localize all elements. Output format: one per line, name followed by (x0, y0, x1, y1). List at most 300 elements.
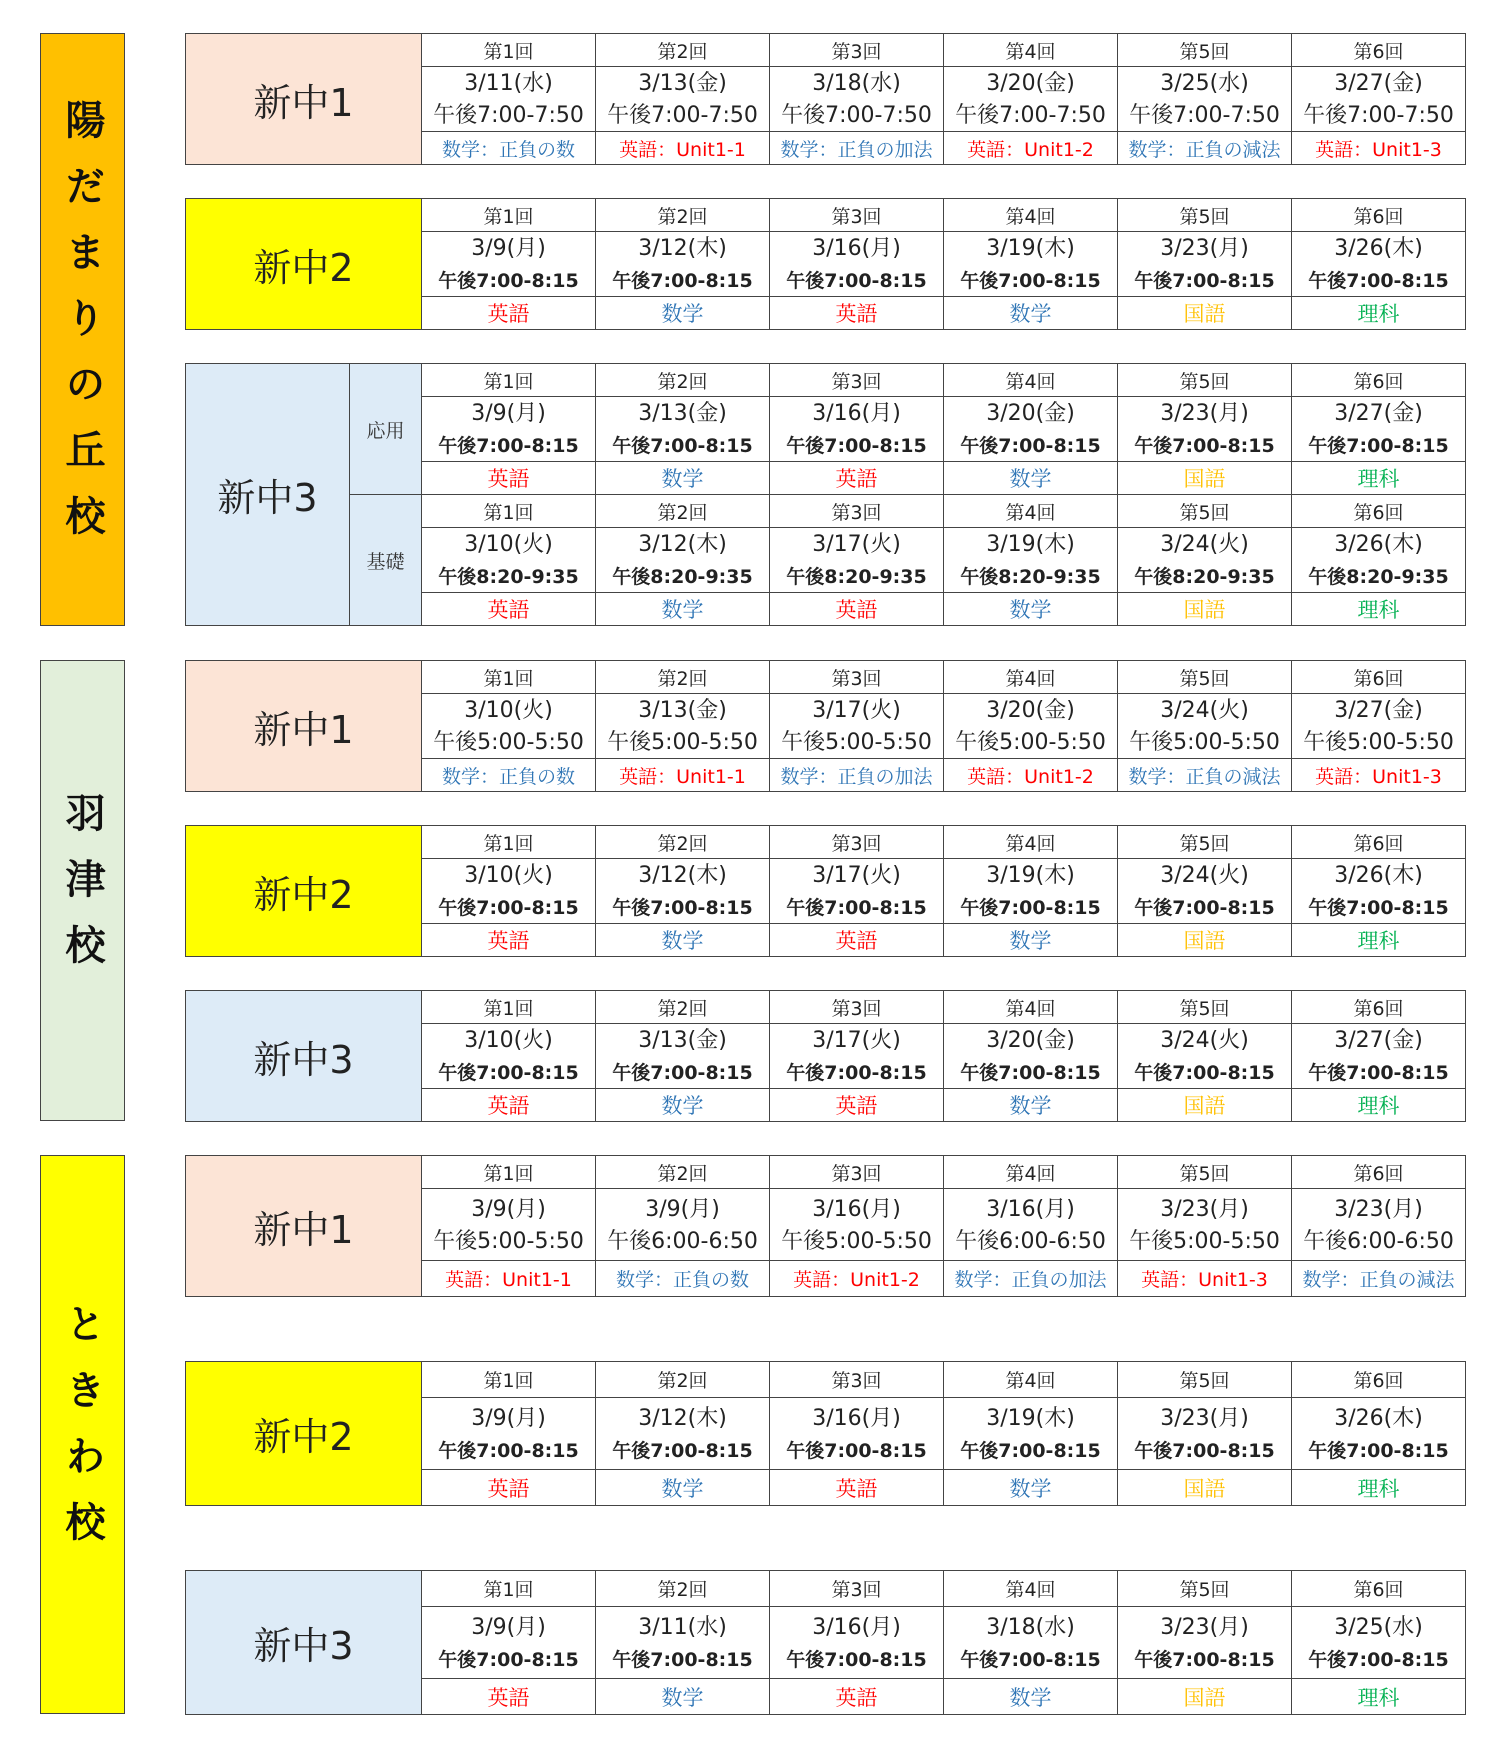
session-date: 3/10(火) (464, 1028, 553, 1053)
session-time: 午後8:20-9:35 (1134, 566, 1275, 588)
session-round: 第5回 (1118, 991, 1292, 1024)
session-round: 第4回 (944, 495, 1118, 528)
session-datetime (770, 859, 944, 924)
session-date: 3/25(水) (1334, 1614, 1423, 1640)
schedule-table (185, 1155, 1466, 1297)
session-subject: 数学：正負の数 (422, 759, 596, 792)
session-datetime (422, 1189, 596, 1261)
schedule-table (185, 1570, 1466, 1715)
session-time: 午後7:00-8:15 (1308, 270, 1449, 292)
session-datetime (1292, 1189, 1466, 1261)
track-label: 応用 (350, 364, 422, 495)
session-subject: 英語：Unit1-1 (422, 1261, 596, 1297)
session-datetime (1292, 528, 1466, 593)
session-date: 3/12(木) (638, 236, 727, 261)
session-date: 3/9(月) (471, 401, 546, 426)
grade-label: 新中2 (186, 1362, 422, 1506)
session-datetime (1292, 67, 1466, 132)
session-date: 3/9(月) (471, 1614, 546, 1640)
session-datetime (422, 528, 596, 593)
session-date: 3/19(木) (986, 236, 1075, 261)
session-datetime (944, 1189, 1118, 1261)
session-datetime (770, 1607, 944, 1679)
session-subject: 数学 (596, 1089, 770, 1122)
session-datetime (1292, 859, 1466, 924)
session-datetime (596, 1024, 770, 1089)
session-round: 第4回 (944, 34, 1118, 67)
session-datetime (770, 67, 944, 132)
session-datetime (1118, 528, 1292, 593)
session-subject: 理科 (1292, 1679, 1466, 1715)
session-round: 第4回 (944, 364, 1118, 397)
session-datetime (944, 67, 1118, 132)
session-datetime (944, 232, 1118, 297)
session-round: 第4回 (944, 1156, 1118, 1189)
grade-label: 新中1 (186, 1156, 422, 1297)
session-round: 第1回 (422, 1156, 596, 1189)
session-time: 午後6:00-6:50 (607, 1228, 758, 1254)
session-time: 午後7:00-8:15 (1308, 1648, 1449, 1671)
session-time: 午後7:00-8:15 (438, 1062, 579, 1084)
session-round: 第5回 (1118, 495, 1292, 528)
session-date: 3/23(月) (1160, 1196, 1249, 1222)
session-subject: 数学 (944, 1470, 1118, 1506)
session-datetime (422, 859, 596, 924)
session-round: 第3回 (770, 1362, 944, 1398)
session-date: 3/16(月) (812, 236, 901, 261)
session-datetime (944, 1024, 1118, 1089)
session-time: 午後7:00-8:15 (786, 435, 927, 457)
session-subject: 英語 (770, 593, 944, 626)
session-time: 午後7:00-8:15 (1308, 1439, 1449, 1462)
campus-name: ときわ校 (59, 1302, 105, 1567)
session-date: 3/23(月) (1334, 1196, 1423, 1222)
session-time: 午後7:00-8:15 (438, 897, 579, 919)
grade-label: 新中2 (186, 826, 422, 957)
schedule-table (185, 825, 1466, 957)
session-subject: 数学 (944, 593, 1118, 626)
session-datetime (1118, 232, 1292, 297)
session-datetime (1292, 1398, 1466, 1470)
session-round: 第1回 (422, 34, 596, 67)
session-subject: 国語 (1118, 924, 1292, 957)
session-time: 午後7:00-8:15 (786, 897, 927, 919)
session-date: 3/20(金) (986, 1028, 1075, 1053)
campus-name: 陽だまりの丘校 (59, 98, 105, 561)
session-time: 午後7:00-8:15 (960, 270, 1101, 292)
session-subject: 数学 (596, 462, 770, 495)
session-time: 午後7:00-7:50 (781, 103, 932, 128)
session-date: 3/16(月) (812, 1196, 901, 1222)
session-round: 第1回 (422, 1571, 596, 1607)
session-subject: 英語：Unit1-2 (770, 1261, 944, 1297)
session-subject: 数学 (596, 1679, 770, 1715)
session-round: 第5回 (1118, 34, 1292, 67)
session-datetime (770, 1024, 944, 1089)
schedule-table (185, 198, 1466, 330)
session-subject: 英語 (770, 1470, 944, 1506)
session-time: 午後6:00-6:50 (1303, 1228, 1454, 1254)
session-subject: 数学 (944, 1089, 1118, 1122)
session-date: 3/9(月) (471, 1405, 546, 1431)
session-subject: 理科 (1292, 1470, 1466, 1506)
session-round: 第6回 (1292, 826, 1466, 859)
session-round: 第1回 (422, 495, 596, 528)
session-datetime (944, 1607, 1118, 1679)
session-time: 午後7:00-7:50 (1129, 103, 1280, 128)
session-date: 3/27(金) (1334, 1028, 1423, 1053)
session-round: 第3回 (770, 495, 944, 528)
session-date: 3/23(月) (1160, 236, 1249, 261)
session-date: 3/20(金) (986, 401, 1075, 426)
session-round: 第2回 (596, 364, 770, 397)
session-subject: 英語 (770, 924, 944, 957)
session-datetime (770, 397, 944, 462)
session-date: 3/13(金) (638, 71, 727, 96)
grade-label: 新中3 (186, 364, 350, 626)
session-time: 午後7:00-8:15 (786, 1439, 927, 1462)
session-datetime (1292, 232, 1466, 297)
session-date: 3/23(月) (1160, 1614, 1249, 1640)
session-datetime (1118, 67, 1292, 132)
session-datetime (944, 1398, 1118, 1470)
session-date: 3/9(月) (471, 1196, 546, 1222)
session-subject: 英語：Unit1-1 (596, 759, 770, 792)
session-time: 午後7:00-8:15 (1134, 270, 1275, 292)
session-date: 3/20(金) (986, 71, 1075, 96)
campus-name: 羽津校 (59, 791, 105, 990)
session-round: 第6回 (1292, 661, 1466, 694)
session-subject: 国語 (1118, 593, 1292, 626)
session-time: 午後7:00-8:15 (1308, 1062, 1449, 1084)
session-date: 3/10(火) (464, 532, 553, 557)
session-subject: 英語：Unit1-2 (944, 132, 1118, 165)
session-time: 午後7:00-8:15 (786, 1062, 927, 1084)
session-subject: 理科 (1292, 1089, 1466, 1122)
session-time: 午後5:00-5:50 (433, 730, 584, 755)
session-subject: 国語 (1118, 1089, 1292, 1122)
session-date: 3/26(木) (1334, 236, 1423, 261)
session-round: 第2回 (596, 826, 770, 859)
session-date: 3/9(月) (645, 1196, 720, 1222)
session-date: 3/12(木) (638, 1405, 727, 1431)
session-round: 第2回 (596, 991, 770, 1024)
session-round: 第4回 (944, 1571, 1118, 1607)
session-datetime (770, 528, 944, 593)
session-round: 第5回 (1118, 1156, 1292, 1189)
session-time: 午後7:00-8:15 (960, 1648, 1101, 1671)
session-subject: 英語：Unit1-1 (596, 132, 770, 165)
session-subject: 数学 (596, 593, 770, 626)
grade-label: 新中3 (186, 1571, 422, 1715)
session-round: 第1回 (422, 199, 596, 232)
session-subject: 理科 (1292, 297, 1466, 330)
session-time: 午後7:00-8:15 (960, 435, 1101, 457)
session-subject: 理科 (1292, 462, 1466, 495)
session-date: 3/13(金) (638, 698, 727, 723)
session-time: 午後7:00-8:15 (1308, 435, 1449, 457)
session-date: 3/17(火) (812, 863, 901, 888)
grade-label: 新中3 (186, 991, 422, 1122)
session-date: 3/11(水) (464, 71, 553, 96)
session-subject: 国語 (1118, 462, 1292, 495)
session-datetime (1118, 1189, 1292, 1261)
session-datetime (944, 397, 1118, 462)
session-time: 午後7:00-7:50 (433, 103, 584, 128)
session-time: 午後8:20-9:35 (438, 566, 579, 588)
session-date: 3/20(金) (986, 698, 1075, 723)
session-subject: 英語 (770, 297, 944, 330)
session-time: 午後7:00-8:15 (786, 270, 927, 292)
session-datetime (596, 397, 770, 462)
session-round: 第2回 (596, 199, 770, 232)
session-subject: 国語 (1118, 1470, 1292, 1506)
session-subject: 英語：Unit1-3 (1292, 132, 1466, 165)
session-date: 3/27(金) (1334, 698, 1423, 723)
session-datetime (422, 694, 596, 759)
session-subject: 数学 (596, 1470, 770, 1506)
session-datetime (1118, 1607, 1292, 1679)
session-round: 第3回 (770, 661, 944, 694)
session-date: 3/13(金) (638, 1028, 727, 1053)
session-time: 午後5:00-5:50 (955, 730, 1106, 755)
session-datetime (422, 1607, 596, 1679)
session-subject: 英語 (422, 593, 596, 626)
session-date: 3/26(木) (1334, 863, 1423, 888)
session-time: 午後7:00-8:15 (1134, 435, 1275, 457)
session-date: 3/16(月) (812, 1405, 901, 1431)
schedule-table (185, 660, 1466, 792)
session-date: 3/25(水) (1160, 71, 1249, 96)
session-date: 3/27(金) (1334, 401, 1423, 426)
session-datetime (1292, 1607, 1466, 1679)
session-date: 3/10(火) (464, 863, 553, 888)
session-round: 第6回 (1292, 495, 1466, 528)
session-round: 第3回 (770, 199, 944, 232)
session-round: 第1回 (422, 991, 596, 1024)
session-time: 午後7:00-8:15 (1134, 897, 1275, 919)
session-date: 3/13(金) (638, 401, 727, 426)
session-datetime (596, 1189, 770, 1261)
session-date: 3/18(水) (986, 1614, 1075, 1640)
session-subject: 理科 (1292, 593, 1466, 626)
session-date: 3/24(火) (1160, 1028, 1249, 1053)
session-time: 午後8:20-9:35 (960, 566, 1101, 588)
session-round: 第5回 (1118, 826, 1292, 859)
session-date: 3/26(木) (1334, 532, 1423, 557)
session-subject: 英語 (770, 1089, 944, 1122)
session-time: 午後7:00-8:15 (1134, 1648, 1275, 1671)
session-datetime (944, 859, 1118, 924)
session-time: 午後7:00-8:15 (960, 1062, 1101, 1084)
session-round: 第6回 (1292, 199, 1466, 232)
session-datetime (422, 67, 596, 132)
session-round: 第4回 (944, 661, 1118, 694)
session-datetime (1292, 694, 1466, 759)
session-round: 第2回 (596, 495, 770, 528)
session-datetime (596, 1607, 770, 1679)
session-round: 第3回 (770, 991, 944, 1024)
session-date: 3/16(月) (812, 401, 901, 426)
session-time: 午後7:00-8:15 (438, 1648, 579, 1671)
session-time: 午後7:00-8:15 (1308, 897, 1449, 919)
session-time: 午後7:00-8:15 (612, 435, 753, 457)
campus-label-box (40, 33, 125, 626)
session-date: 3/19(木) (986, 532, 1075, 557)
session-time: 午後7:00-8:15 (960, 1439, 1101, 1462)
session-round: 第6回 (1292, 34, 1466, 67)
session-datetime (1118, 1024, 1292, 1089)
session-round: 第4回 (944, 826, 1118, 859)
session-round: 第5回 (1118, 1362, 1292, 1398)
session-subject: 英語 (422, 462, 596, 495)
session-subject: 数学：正負の数 (422, 132, 596, 165)
session-subject: 数学：正負の減法 (1118, 132, 1292, 165)
session-round: 第5回 (1118, 1571, 1292, 1607)
session-datetime (1118, 1398, 1292, 1470)
session-date: 3/19(木) (986, 1405, 1075, 1431)
session-round: 第3回 (770, 364, 944, 397)
session-date: 3/24(火) (1160, 863, 1249, 888)
campus-label-box (40, 1155, 125, 1714)
session-datetime (944, 528, 1118, 593)
session-datetime (596, 1398, 770, 1470)
session-datetime (596, 859, 770, 924)
session-time: 午後8:20-9:35 (612, 566, 753, 588)
session-subject: 国語 (1118, 1679, 1292, 1715)
session-subject: 国語 (1118, 297, 1292, 330)
session-subject: 英語：Unit1-3 (1292, 759, 1466, 792)
session-subject: 英語 (770, 462, 944, 495)
session-subject: 英語 (422, 924, 596, 957)
session-datetime (770, 1398, 944, 1470)
session-date: 3/23(月) (1160, 1405, 1249, 1431)
session-time: 午後7:00-8:15 (438, 1439, 579, 1462)
session-date: 3/17(火) (812, 698, 901, 723)
session-datetime (1292, 397, 1466, 462)
session-date: 3/23(月) (1160, 401, 1249, 426)
session-time: 午後7:00-8:15 (612, 1648, 753, 1671)
session-date: 3/24(火) (1160, 532, 1249, 557)
session-subject: 数学 (596, 297, 770, 330)
session-subject: 英語：Unit1-3 (1118, 1261, 1292, 1297)
session-round: 第6回 (1292, 1362, 1466, 1398)
session-round: 第2回 (596, 1156, 770, 1189)
session-subject: 数学：正負の減法 (1118, 759, 1292, 792)
session-round: 第6回 (1292, 1571, 1466, 1607)
session-time: 午後6:00-6:50 (955, 1228, 1106, 1254)
session-datetime (422, 397, 596, 462)
session-time: 午後8:20-9:35 (786, 566, 927, 588)
session-subject: 数学：正負の加法 (770, 759, 944, 792)
session-time: 午後5:00-5:50 (781, 1228, 932, 1254)
session-round: 第2回 (596, 661, 770, 694)
session-subject: 数学 (944, 462, 1118, 495)
track-label: 基礎 (350, 495, 422, 626)
session-subject: 英語 (770, 1679, 944, 1715)
session-datetime (1118, 694, 1292, 759)
session-date: 3/18(水) (812, 71, 901, 96)
session-subject: 数学：正負の数 (596, 1261, 770, 1297)
session-round: 第6回 (1292, 991, 1466, 1024)
session-time: 午後7:00-7:50 (607, 103, 758, 128)
session-datetime (944, 694, 1118, 759)
session-round: 第5回 (1118, 364, 1292, 397)
session-date: 3/19(木) (986, 863, 1075, 888)
session-time: 午後5:00-5:50 (1129, 1228, 1280, 1254)
session-round: 第6回 (1292, 1156, 1466, 1189)
session-time: 午後7:00-8:15 (612, 270, 753, 292)
session-round: 第1回 (422, 1362, 596, 1398)
session-datetime (422, 232, 596, 297)
session-subject: 数学 (944, 924, 1118, 957)
session-datetime (770, 1189, 944, 1261)
session-subject: 英語 (422, 297, 596, 330)
session-date: 3/26(木) (1334, 1405, 1423, 1431)
session-subject: 理科 (1292, 924, 1466, 957)
session-date: 3/12(木) (638, 532, 727, 557)
session-round: 第2回 (596, 34, 770, 67)
session-datetime (1118, 859, 1292, 924)
session-date: 3/24(火) (1160, 698, 1249, 723)
session-datetime (1292, 1024, 1466, 1089)
session-time: 午後5:00-5:50 (1129, 730, 1280, 755)
session-time: 午後7:00-8:15 (1134, 1062, 1275, 1084)
session-round: 第1回 (422, 364, 596, 397)
session-time: 午後8:20-9:35 (1308, 566, 1449, 588)
session-subject: 数学：正負の加法 (944, 1261, 1118, 1297)
session-time: 午後7:00-7:50 (955, 103, 1106, 128)
session-round: 第5回 (1118, 661, 1292, 694)
session-date: 3/27(金) (1334, 71, 1423, 96)
session-time: 午後7:00-8:15 (438, 270, 579, 292)
session-round: 第2回 (596, 1571, 770, 1607)
session-time: 午後5:00-5:50 (607, 730, 758, 755)
session-subject: 英語 (422, 1470, 596, 1506)
session-datetime (422, 1024, 596, 1089)
session-date: 3/11(水) (638, 1614, 727, 1640)
session-time: 午後7:00-8:15 (438, 435, 579, 457)
session-subject: 数学 (944, 297, 1118, 330)
session-subject: 数学 (944, 1679, 1118, 1715)
session-time: 午後7:00-8:15 (786, 1648, 927, 1671)
session-time: 午後7:00-7:50 (1303, 103, 1454, 128)
session-round: 第3回 (770, 1156, 944, 1189)
grade-label: 新中1 (186, 34, 422, 165)
session-round: 第4回 (944, 991, 1118, 1024)
session-datetime (596, 67, 770, 132)
session-datetime (596, 232, 770, 297)
session-datetime (596, 528, 770, 593)
session-time: 午後7:00-8:15 (612, 897, 753, 919)
session-round: 第5回 (1118, 199, 1292, 232)
schedule-table (185, 990, 1466, 1122)
campus-label-box (40, 660, 125, 1121)
schedule-table (185, 33, 1466, 165)
session-date: 3/17(火) (812, 1028, 901, 1053)
session-datetime (1118, 397, 1292, 462)
session-round: 第3回 (770, 34, 944, 67)
session-round: 第3回 (770, 826, 944, 859)
session-time: 午後7:00-8:15 (960, 897, 1101, 919)
schedule-table (185, 363, 1466, 626)
session-round: 第1回 (422, 826, 596, 859)
session-time: 午後7:00-8:15 (612, 1439, 753, 1462)
session-datetime (596, 694, 770, 759)
session-time: 午後5:00-5:50 (781, 730, 932, 755)
session-time: 午後5:00-5:50 (1303, 730, 1454, 755)
session-subject: 英語 (422, 1679, 596, 1715)
